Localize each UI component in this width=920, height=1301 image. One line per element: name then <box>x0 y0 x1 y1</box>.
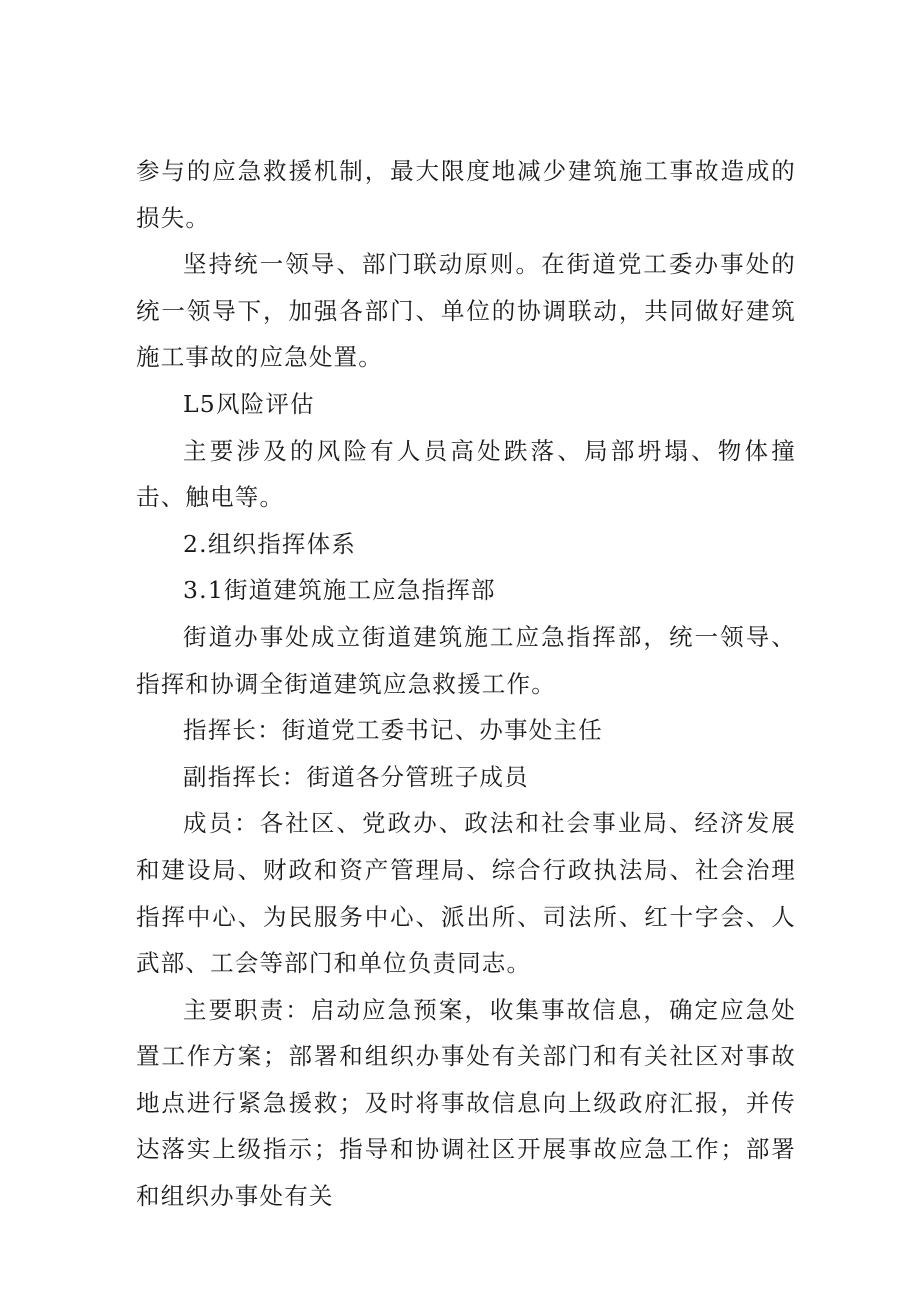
document-body <box>136 148 796 1220</box>
subsection-heading-command-hq: 3.1街道建筑施工应急指挥部 <box>183 576 496 605</box>
paragraph-deputy-commander: 副指挥长：街道各分管班子成员 <box>183 762 529 791</box>
paragraph-commander: 指挥长：街道党工委书记、办事处主任 <box>183 716 603 745</box>
paragraph-members: 成员：各社区、党政办、政法和社会事业局、经济发展和建设局、财政和资产管理局、综合行政执法局、社会治理指挥中心、为民服务中心、派出所、司法所、红十字会、人武部、工会等部门和单位负责同志。 <box>136 809 796 978</box>
paragraph-main-duties: 主要职责：启动应急预案，收集事故信息，确定应急处置工作方案；部署和组织办事处有关部门和有关社区对事故地点进行紧急援救；及时将事故信息向上级政府汇报，并传达落实上级指示；指导和协调社区开展事故应急工作；部署和组织办事处有关 <box>136 995 796 1211</box>
paragraph-risks: 主要涉及的风险有人员高处跌落、局部坍塌、物体撞击、触电等。 <box>136 436 796 512</box>
section-heading-command-system: 2.组织指挥体系 <box>183 529 357 558</box>
paragraph-hq-established: 街道办事处成立街道建筑施工应急指挥部，统一领导、指挥和协调全街道建筑应急救援工作。 <box>136 622 796 698</box>
paragraph-continuation: 参与的应急救援机制，最大限度地减少建筑施工事故造成的损失。 <box>136 157 796 232</box>
section-heading-risk-assessment: L5风险评估 <box>183 389 315 418</box>
paragraph-principle: 坚持统一领导、部门联动原则。在街道党工委办事处的统一领导下，加强各部门、单位的协调联动，共同做好建筑施工事故的应急处置。 <box>136 250 796 372</box>
